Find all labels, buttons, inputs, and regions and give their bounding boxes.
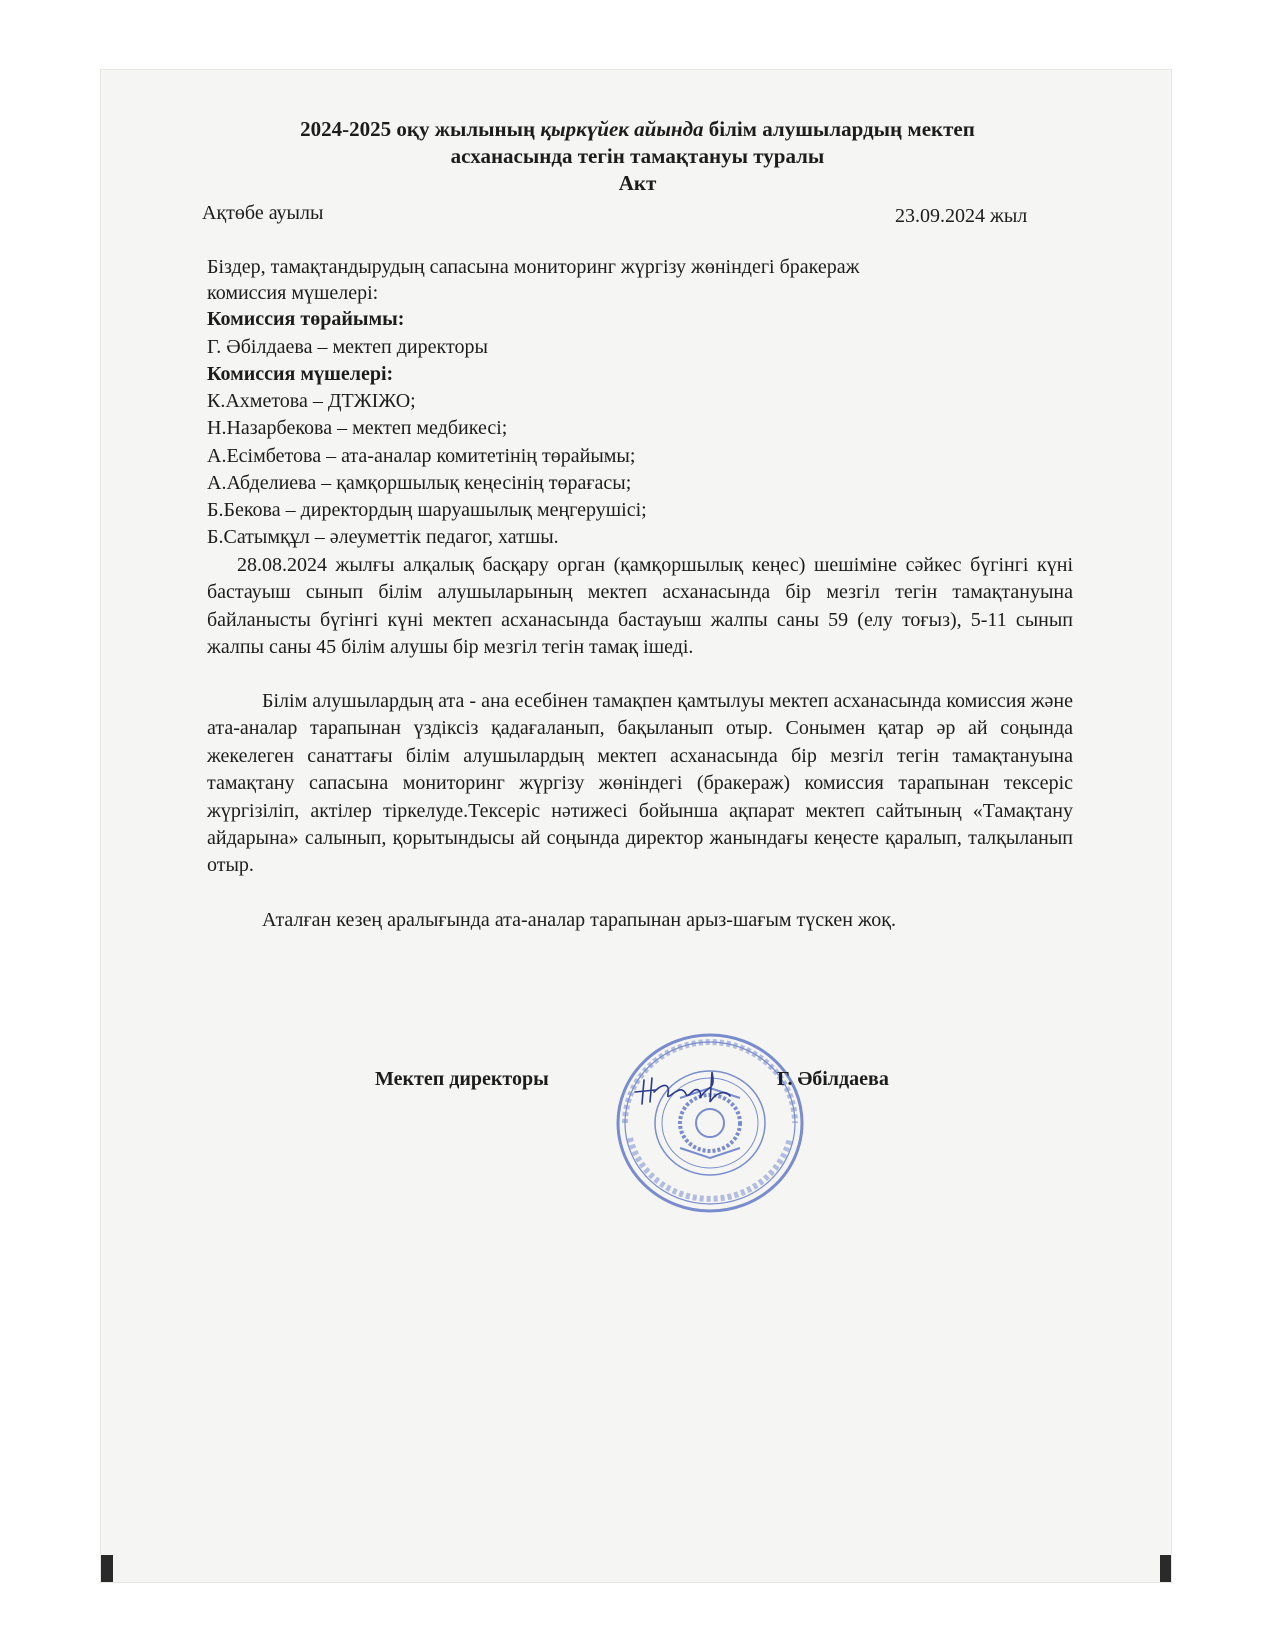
member-item: Б.Сатымқұл – әлеуметтік педагог, хатшы. <box>207 526 559 548</box>
paragraph-text: 28.08.2024 жылғы алқалық басқару орган (қамқоршылық кеңес) шешіміне сәйкес бүгінгі күні бастауыш сынып білім алушыларының мектеп асханасында бір мезгіл тегін тамақтануына байланысты бүгінгі күні мектеп асханасында бастауыш жалпы саны 59 (елу тоғыз), 5-11 сынып жалпы саны 45 білім алушы бір мезгіл тегін тамақ ішеді. <box>207 554 1073 659</box>
signatory-role: Мектеп директоры <box>375 1068 549 1090</box>
paragraph-text: Аталған кезең аралығында ата-аналар тарапынан арыз-шағым түскен жоқ. <box>262 909 896 931</box>
member-item: Б.Бекова – директордың шаруашылық меңгерушісі; <box>207 499 647 521</box>
official-seal-icon <box>610 1028 810 1218</box>
intro-line2: комиссия мүшелері: <box>207 282 379 304</box>
title-part2: білім алушылардың мектеп <box>703 117 975 141</box>
chair-heading: Комиссия төрайымы: <box>207 308 405 330</box>
signatory-name: Г. Әбілдаева <box>777 1068 889 1090</box>
handwritten-signature <box>630 1062 750 1112</box>
members-heading: Комиссия мүшелері: <box>207 363 394 385</box>
title-month: қыркүйек айында <box>540 117 704 141</box>
document-date: 23.09.2024 жыл <box>895 205 1028 227</box>
member-item: А.Есімбетова – ата-аналар комитетінің төрайымы; <box>207 445 636 467</box>
intro-line1: Біздер, тамақтандырудың сапасына мониторинг жүргізу жөніндегі бракераж <box>207 256 860 278</box>
document-title <box>200 116 1075 143</box>
document-title-line2: асханасында тегін тамақтануы туралы <box>450 144 825 168</box>
paragraph-text: Білім алушылардың ата - ана есебінен тамақпен қамтылуы мектеп асханасында комиссия және ата-аналар тарапынан үздіксіз қадағаланып, бақыланып отыр. Сонымен қатар әр ай соңында жекелеген санаттағы білім алушылардың мектеп асханасында бір мезгіл тегін тамақтануына тамақтану сапасына мониторинг жүргізу жөніндегі (бракераж) комиссия тарапынан тексеріс жүргізіліп, актілер тіркелуде.Тексеріс нәтижесі бойынша ақпарат мектеп сайтының «Тамақтану айдарына» салынып, қорытындысы ай соңында директор жанындағы кеңесте қаралып, талқыланып отыр. <box>207 690 1073 877</box>
member-item: К.Ахметова – ДТЖІЖО; <box>207 390 416 412</box>
chair-name: Г. Әбілдаева – мектеп директоры <box>207 336 488 358</box>
title-part1: 2024-2025 оқу жылының <box>300 117 541 141</box>
document-type: Акт <box>618 171 657 195</box>
village-name: Ақтөбе ауылы <box>202 202 324 224</box>
member-item: Н.Назарбекова – мектеп медбикесі; <box>207 417 508 439</box>
member-item: А.Абделиева – қамқоршылық кеңесінің төрағасы; <box>207 472 632 494</box>
body-paragraph-1 <box>207 552 1073 662</box>
body-paragraph-2 <box>207 688 1073 880</box>
scan-edge <box>1160 1555 1171 1582</box>
body-paragraph-3 <box>207 907 1073 934</box>
scan-edge <box>101 1555 113 1582</box>
